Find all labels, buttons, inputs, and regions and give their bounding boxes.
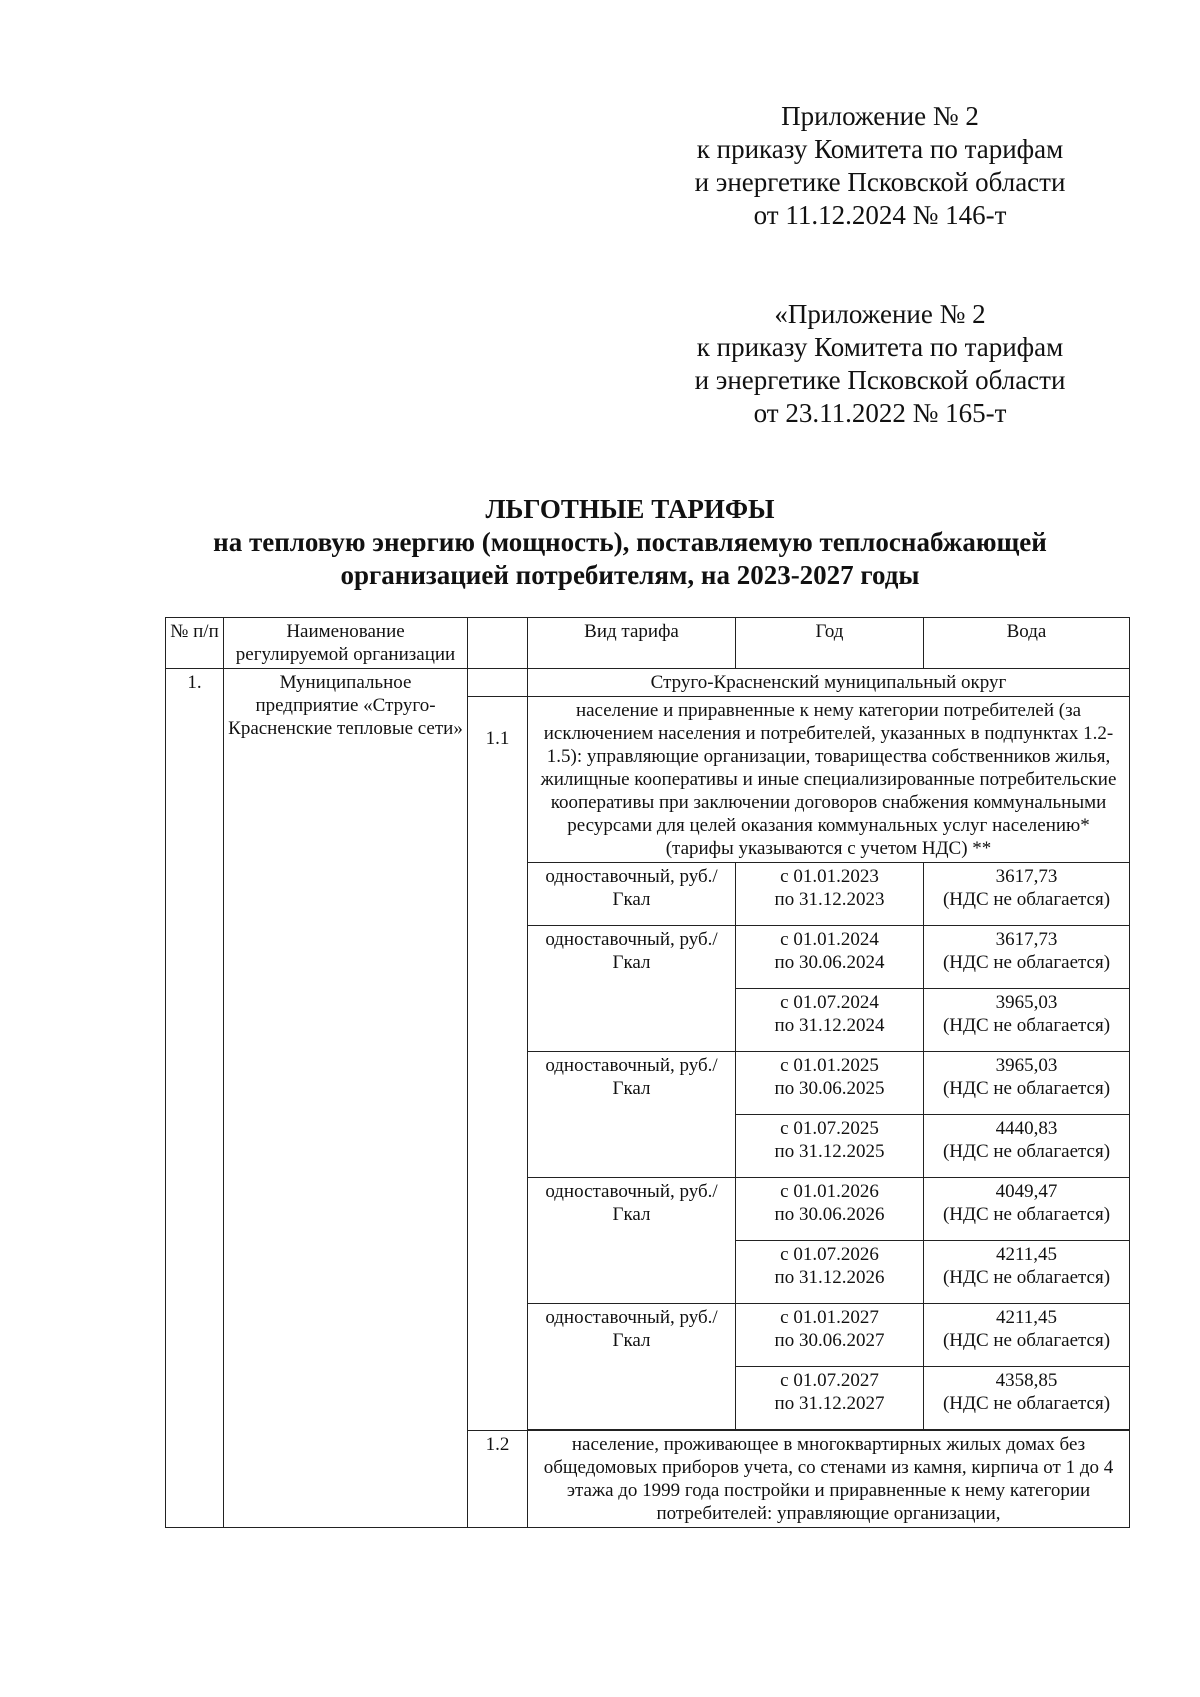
tariff-amount: 3617,73 [995, 929, 1058, 950]
header-number: № п/п [166, 618, 224, 669]
tariff-amount: 4211,45 [995, 1244, 1058, 1265]
title-line-2: на тепловую энергию (мощность), поставляемую теплоснабжающей [213, 527, 1047, 557]
tariff-value [924, 1115, 1130, 1178]
tariff-value [924, 1241, 1130, 1304]
vat-note: (НДС не облагается) [942, 952, 1111, 973]
vat-note: (НДС не облагается) [942, 1330, 1111, 1351]
vat-note: (НДС не облагается) [942, 1141, 1111, 1162]
period-from: с 01.07.2024 [780, 992, 879, 1013]
period [736, 1304, 924, 1367]
organization-name: Муниципальное предприятие «Струго-Красненские тепловые сети» [224, 669, 468, 1528]
period-from: с 01.07.2027 [780, 1370, 879, 1391]
subitem-number: 1.1 [468, 697, 528, 1431]
appendix-line: и энергетике Псковской области [694, 167, 1066, 197]
tariff-value [924, 863, 1130, 926]
appendix-line: Приложение № 2 [781, 101, 979, 131]
vat-note: (НДС не облагается) [942, 1267, 1111, 1288]
table-row [166, 669, 1130, 697]
appendix-line: и энергетике Псковской области [694, 365, 1066, 395]
vat-note: (НДС не облагается) [942, 1015, 1111, 1036]
tariff-type: одноставочный, руб./Гкал [528, 863, 736, 926]
district-name: Струго-Красненский муниципальный округ [528, 669, 1130, 697]
appendix-line: от 11.12.2024 № 146-т [753, 200, 1007, 230]
tariff-value [924, 1178, 1130, 1241]
appendix-line: от 23.11.2022 № 165-т [753, 398, 1007, 428]
tariff-value [924, 926, 1130, 989]
period [736, 1178, 924, 1241]
period [736, 926, 924, 989]
tariff-value [924, 989, 1130, 1052]
appendix-line: «Приложение № 2 [774, 299, 986, 329]
tariff-type: одноставочный, руб./Гкал [528, 926, 736, 1052]
period [736, 863, 924, 926]
period [736, 1052, 924, 1115]
period-to: по 30.06.2025 [774, 1078, 885, 1099]
header-water: Вода [924, 618, 1130, 669]
period-to: по 31.12.2023 [774, 889, 885, 910]
period [736, 989, 924, 1052]
header-year: Год [736, 618, 924, 669]
tariff-amount: 4440,83 [995, 1118, 1058, 1139]
period-to: по 31.12.2024 [774, 1015, 885, 1036]
appendix-header-current [660, 100, 1100, 232]
appendix-line: к приказу Комитета по тарифам [696, 332, 1064, 362]
period-from: с 01.07.2026 [780, 1244, 879, 1265]
period-to: по 30.06.2026 [774, 1204, 885, 1225]
tariff-type: одноставочный, руб./Гкал [528, 1178, 736, 1304]
period-to: по 30.06.2024 [774, 952, 885, 973]
period-from: с 01.01.2026 [780, 1181, 879, 1202]
document-title [150, 493, 1110, 592]
appendix-header-original [660, 298, 1100, 430]
period [736, 1115, 924, 1178]
header-tariff-type: Вид тарифа [528, 618, 736, 669]
table-header-row [166, 618, 1130, 669]
period-from: с 01.01.2024 [780, 929, 879, 950]
district-spacer [468, 669, 528, 697]
appendix-line: к приказу Комитета по тарифам [696, 134, 1064, 164]
period [736, 1241, 924, 1304]
tariff-amount: 4211,45 [995, 1307, 1058, 1328]
vat-note: (НДС не облагается) [942, 889, 1111, 910]
period-from: с 01.01.2023 [780, 866, 879, 887]
subitem-description: население, проживающее в многоквартирных жилых домах без общедомовых приборов учета, со стенами из камня, кирпича от 1 до 4 этажа до 1999 года постройки и приравненные к нему категории потребителей: управляющие организации, [528, 1431, 1130, 1528]
tariff-value [924, 1367, 1130, 1430]
tariff-value [924, 1052, 1130, 1115]
period-to: по 31.12.2026 [774, 1267, 885, 1288]
period [736, 1367, 924, 1430]
subitem-number: 1.2 [468, 1431, 528, 1528]
period-to: по 31.12.2027 [774, 1393, 885, 1414]
vat-note: (НДС не облагается) [942, 1204, 1111, 1225]
tariff-amount: 3965,03 [995, 992, 1058, 1013]
tariff-amount: 3965,03 [995, 1055, 1058, 1076]
tariff-amount: 4049,47 [995, 1181, 1058, 1202]
period-from: с 01.01.2025 [780, 1055, 879, 1076]
tariff-type: одноставочный, руб./Гкал [528, 1052, 736, 1178]
tariff-amount: 3617,73 [995, 866, 1058, 887]
title-line-1: ЛЬГОТНЫЕ ТАРИФЫ [485, 494, 775, 524]
period-from: с 01.07.2025 [780, 1118, 879, 1139]
period-to: по 30.06.2027 [774, 1330, 885, 1351]
header-organization: Наименование регулируемой организации [224, 618, 468, 669]
period-to: по 31.12.2025 [774, 1141, 885, 1162]
period-from: с 01.01.2027 [780, 1307, 879, 1328]
tariff-amount: 4358,85 [995, 1370, 1058, 1391]
vat-note: (НДС не облагается) [942, 1078, 1111, 1099]
title-line-3: организацией потребителям, на 2023-2027 годы [340, 560, 920, 590]
vat-note: (НДС не облагается) [942, 1393, 1111, 1414]
tariff-table [165, 617, 1130, 1528]
header-subitem [468, 618, 528, 669]
row-number: 1. [166, 669, 224, 1528]
tariff-value [924, 1304, 1130, 1367]
tariff-type: одноставочный, руб./Гкал [528, 1304, 736, 1430]
subitem-description: население и приравненные к нему категории потребителей (за исключением населения и потребителей, указанных в подпунктах 1.2-1.5): управляющие организации, товарищества собственников жилья, жилищные кооперативы и иные специализированные потребительские кооперативы при заключении договоров снабжения коммунальными ресурсами для целей оказания коммунальных услуг населению* (тарифы указываются с учетом НДС) ** [528, 697, 1130, 863]
